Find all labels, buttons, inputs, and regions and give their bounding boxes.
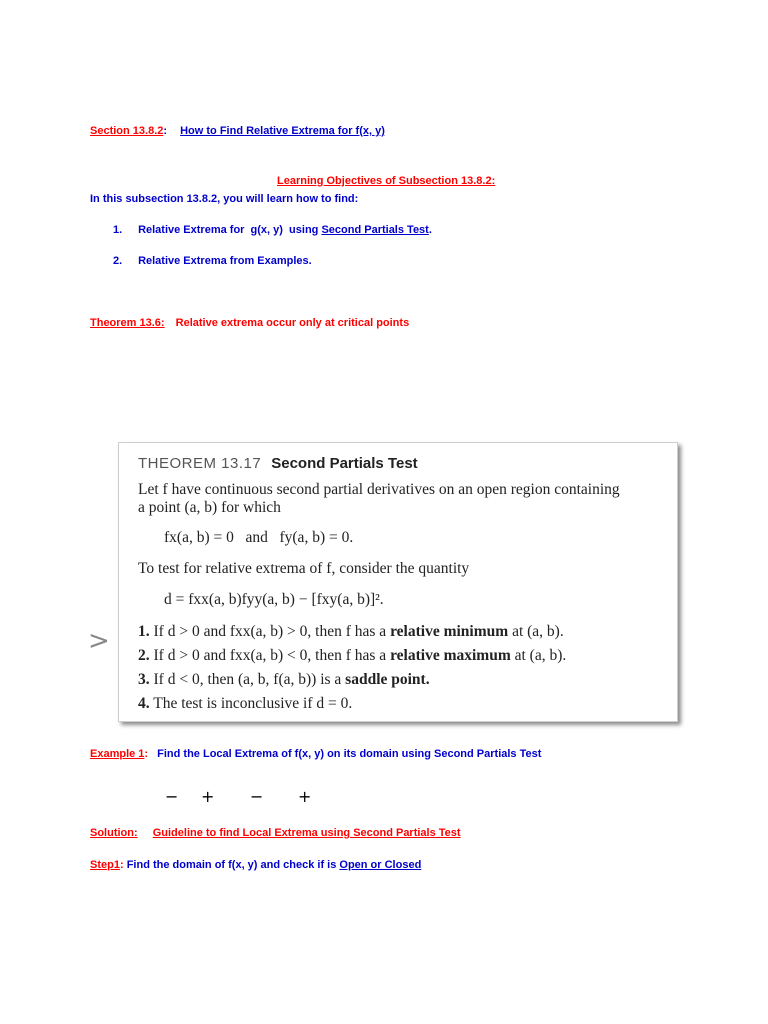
case-number: 4. (138, 695, 150, 712)
case-text-end: at (a, b). (508, 623, 564, 640)
theorem-case-4 (138, 695, 352, 713)
case-term: relative minimum (390, 623, 509, 640)
minus-symbol: − (165, 787, 179, 806)
objectives-intro: In this subsection 13.8.2, you will learn how to find: (90, 193, 359, 205)
theorem-equation-1: fx(a, b) = 0 and fy(a, b) = 0. (164, 529, 354, 546)
step-text: Find the domain of f(x, y) and check if is (123, 859, 340, 871)
theorem-equation-2: d = fxx(a, b)fyy(a, b) − [fxy(a, b)]². (164, 591, 384, 608)
example-1 (90, 748, 541, 760)
section-label: Section 13.8.2 (90, 125, 164, 137)
case-text: If d < 0, then (a, b, f(a, b)) is a (153, 671, 346, 688)
theorem-description: Relative extrema occur only at critical points (175, 317, 410, 329)
case-number: 1. (138, 623, 150, 640)
objectives-heading: Learning Objectives of Subsection 13.8.2: (277, 175, 496, 187)
section-title[interactable]: How to Find Relative Extrema for f(x, y) (180, 125, 385, 137)
arrow-glyph: > (88, 626, 110, 656)
objective-text: Relative Extrema from Examples. (138, 255, 312, 267)
solution-text: Guideline to find Local Extrema using Second Partials Test (152, 827, 461, 839)
second-partials-test-link[interactable]: Second Partials Test (321, 224, 429, 236)
objective-number: 2. (113, 255, 123, 267)
step-separator: : (119, 859, 124, 871)
case-text-end: at (a, b). (510, 647, 567, 664)
section-separator: : (163, 125, 168, 137)
case-number: 3. (138, 671, 150, 688)
objective-text-end: . (428, 224, 432, 236)
section-header (90, 125, 385, 137)
plus-symbol: + (298, 787, 312, 806)
case-number: 2. (138, 647, 150, 664)
objective-number: 1. (113, 224, 123, 236)
step-1 (90, 859, 421, 871)
solution-line (90, 827, 461, 839)
solution-label: Solution: (90, 827, 138, 839)
example-text: Find the Local Extrema of f(x, y) on its domain using Second Partials Test (157, 748, 542, 760)
example-label: Example 1 (90, 748, 145, 760)
theorem-reference (90, 317, 409, 329)
minus-symbol: − (250, 787, 264, 806)
case-term: relative maximum (390, 647, 511, 664)
theorem-case-3 (138, 671, 430, 689)
case-text: If d > 0 and fxx(a, b) > 0, then f has a (153, 623, 391, 640)
plus-symbol: + (201, 787, 215, 806)
objective-item-2 (113, 255, 312, 267)
theorem-number: THEOREM 13.17 (138, 455, 262, 472)
theorem-heading (138, 455, 418, 472)
objective-item-1 (113, 224, 432, 236)
open-or-closed-link[interactable]: Open or Closed (339, 859, 422, 871)
case-term: saddle point. (345, 671, 430, 688)
objective-text: Relative Extrema for g(x, y) using (138, 224, 322, 236)
step-label: Step1 (90, 859, 120, 871)
theorem-name: Second Partials Test (271, 455, 418, 472)
case-text: If d > 0 and fxx(a, b) < 0, then f has a (153, 647, 391, 664)
theorem-case-2 (138, 647, 566, 665)
case-text: The test is inconclusive if d = 0. (153, 695, 353, 712)
theorem-line-1: Let f have continuous second partial derivatives on an open region containing (138, 481, 620, 498)
theorem-image (118, 442, 678, 722)
theorem-case-1 (138, 623, 564, 641)
example-separator: : (144, 748, 149, 760)
theorem-label: Theorem 13.6: (90, 317, 165, 329)
theorem-line-3: To test for relative extrema of f, consider the quantity (138, 560, 470, 577)
theorem-line-2: a point (a, b) for which (138, 499, 281, 516)
